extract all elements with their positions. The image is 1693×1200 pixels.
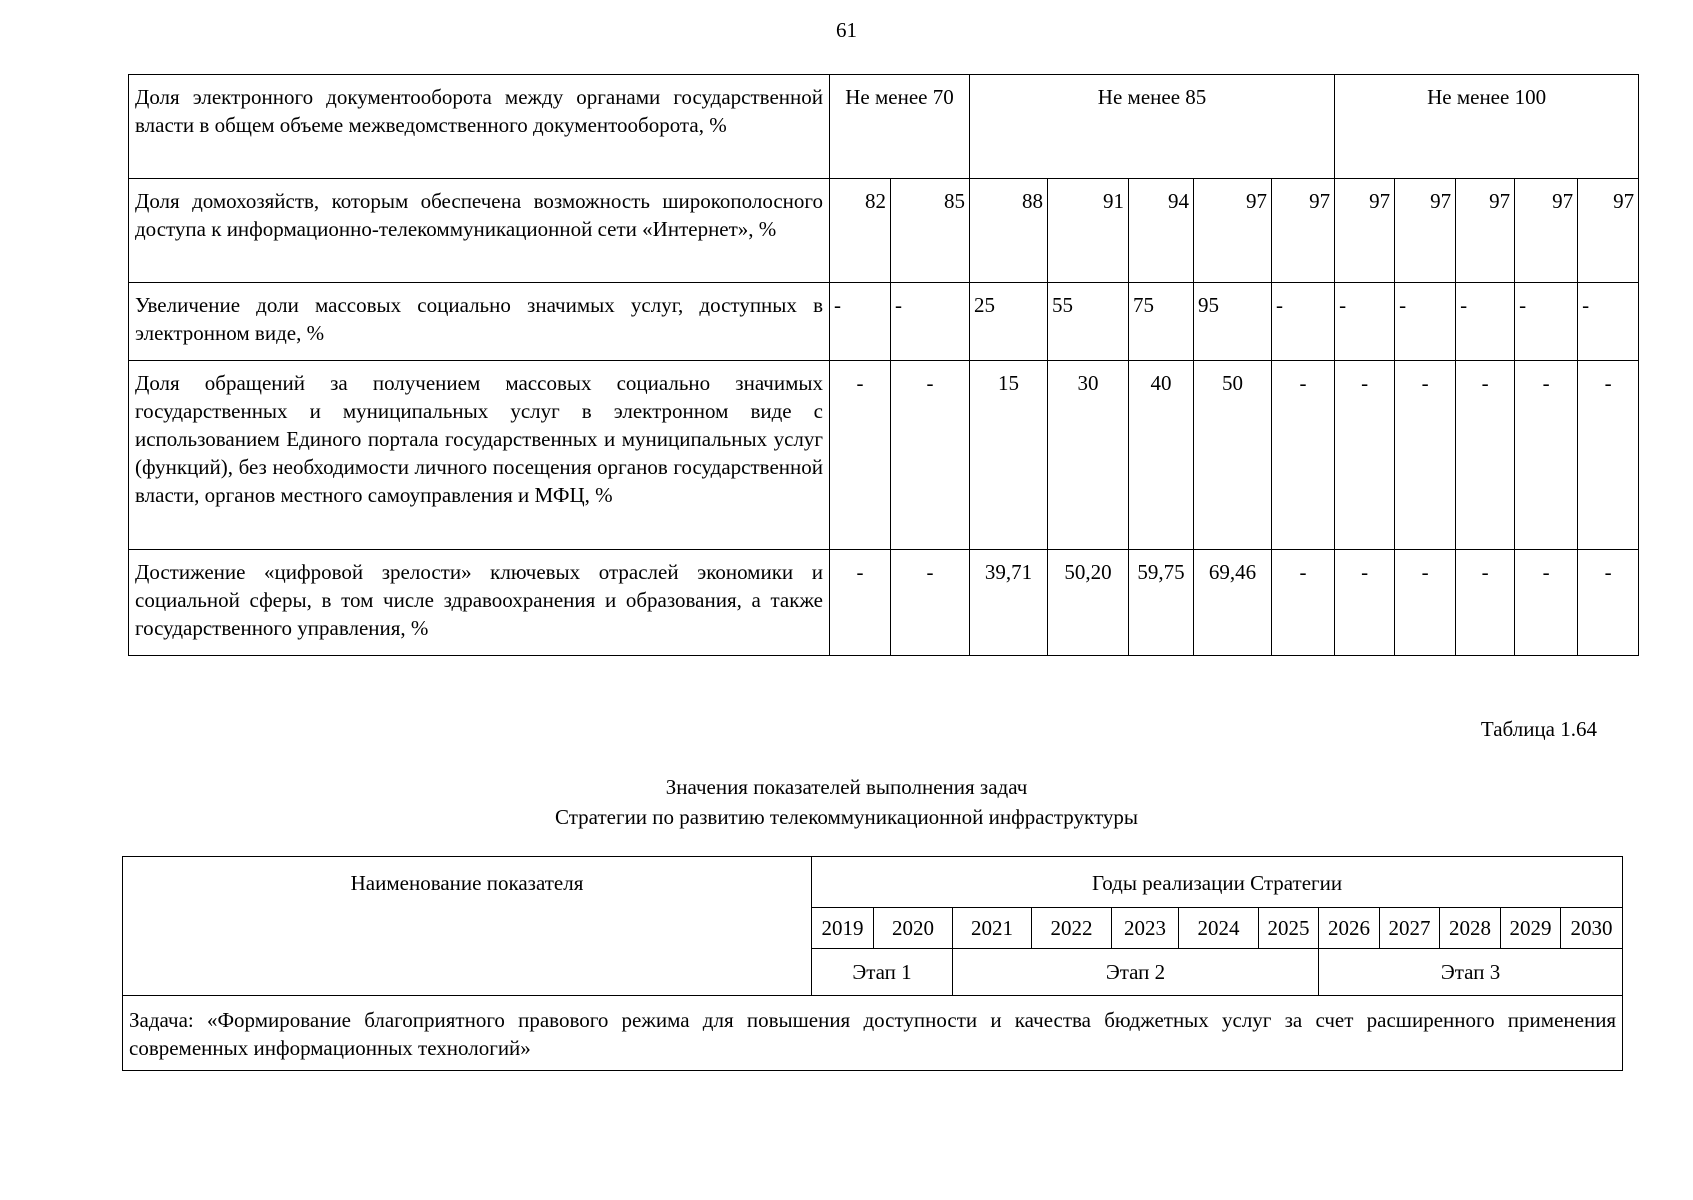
value-cell: 97	[1515, 179, 1578, 283]
value-cell: -	[891, 361, 970, 550]
value-cell: -	[830, 550, 891, 656]
value-cell: 97	[1194, 179, 1272, 283]
indicator-name: Достижение «цифровой зрелости» ключевых отраслей экономики и социальной сферы, в том числе здравоохранения и образования, а также государственного управления, %	[129, 550, 830, 656]
year-cell: 2029	[1501, 908, 1561, 949]
value-cell: -	[891, 283, 970, 361]
value-cell: 97	[1578, 179, 1639, 283]
table-row	[129, 550, 1639, 656]
indicator-name: Увеличение доли массовых социально значимых услуг, доступных в электронном виде, %	[129, 283, 830, 361]
year-cell: 2021	[953, 908, 1032, 949]
year-cell: 2028	[1440, 908, 1501, 949]
stage-2-cell: Этап 2	[953, 949, 1319, 996]
header-row	[123, 857, 1623, 908]
value-cell: -	[1395, 361, 1456, 550]
year-cell: 2030	[1561, 908, 1623, 949]
indicators-table-continued	[128, 74, 1639, 656]
value-cell: -	[830, 283, 891, 361]
table-title-line-1: Значения показателей выполнения задач	[665, 775, 1028, 799]
value-cell: -	[1456, 283, 1515, 361]
value-cell: 15	[970, 361, 1048, 550]
value-cell: -	[1515, 283, 1578, 361]
value-cell: 91	[1048, 179, 1129, 283]
year-cell: 2020	[874, 908, 953, 949]
indicator-name: Доля электронного документооборота между органами государственной власти в общем объеме межведомственного документооборота, %	[129, 75, 830, 179]
value-cell: -	[1395, 283, 1456, 361]
value-cell: 39,71	[970, 550, 1048, 656]
value-cell: 97	[1395, 179, 1456, 283]
value-cell: -	[1515, 550, 1578, 656]
value-cell: -	[1272, 283, 1335, 361]
value-cell: 82	[830, 179, 891, 283]
target-group-stage-3: Не менее 100	[1335, 75, 1639, 179]
value-cell: -	[1272, 361, 1335, 550]
year-cell: 2027	[1380, 908, 1440, 949]
value-cell: 50,20	[1048, 550, 1129, 656]
value-cell: -	[1335, 283, 1395, 361]
value-cell: -	[1335, 550, 1395, 656]
value-cell: 97	[1456, 179, 1515, 283]
target-group-stage-1: Не менее 70	[830, 75, 970, 179]
value-cell: -	[1456, 550, 1515, 656]
value-cell: 75	[1129, 283, 1194, 361]
value-cell: -	[1335, 361, 1395, 550]
year-cell: 2026	[1319, 908, 1380, 949]
value-cell: -	[891, 550, 970, 656]
value-cell: 25	[970, 283, 1048, 361]
year-cell: 2025	[1259, 908, 1319, 949]
year-cell: 2019	[812, 908, 874, 949]
value-cell: 30	[1048, 361, 1129, 550]
table-row	[129, 179, 1639, 283]
value-cell: 55	[1048, 283, 1129, 361]
target-group-stage-2: Не менее 85	[970, 75, 1335, 179]
indicator-name: Доля обращений за получением массовых социально значимых государственных и муниципальных услуг в электронном виде с использованием Единого портала государственных и муниципальных услуг (функций), без необходимости личного посещения органов государственной власти, органов местного самоуправления и МФЦ, %	[129, 361, 830, 550]
value-cell: -	[1515, 361, 1578, 550]
value-cell: 95	[1194, 283, 1272, 361]
column-header-years: Годы реализации Стратегии	[812, 857, 1623, 908]
table-title-line-2: Стратегии по развитию телекоммуникационной инфраструктуры	[555, 805, 1138, 829]
column-header-indicator-name: Наименование показателя	[123, 857, 812, 996]
value-cell: -	[1578, 550, 1639, 656]
value-cell: 40	[1129, 361, 1194, 550]
table-caption: Таблица 1.64	[1480, 717, 1597, 741]
value-cell: -	[1272, 550, 1335, 656]
value-cell: -	[1395, 550, 1456, 656]
task-description: Задача: «Формирование благоприятного правового режима для повышения доступности и качества бюджетных услуг за счет расширенного применения современных информационных технологий»	[123, 996, 1623, 1071]
year-cell: 2024	[1179, 908, 1259, 949]
stage-1-cell: Этап 1	[812, 949, 953, 996]
value-cell: 94	[1129, 179, 1194, 283]
value-cell: -	[1578, 283, 1639, 361]
value-cell: 85	[891, 179, 970, 283]
year-cell: 2023	[1112, 908, 1179, 949]
value-cell: 69,46	[1194, 550, 1272, 656]
value-cell: 97	[1335, 179, 1395, 283]
value-cell: 88	[970, 179, 1048, 283]
value-cell: 59,75	[1129, 550, 1194, 656]
table-row	[129, 283, 1639, 361]
indicator-name: Доля домохозяйств, которым обеспечена возможность широкополосного доступа к информационно-телекоммуникационной сети «Интернет», %	[129, 179, 830, 283]
table-row	[129, 75, 1639, 179]
table-row	[129, 361, 1639, 550]
value-cell: 97	[1272, 179, 1335, 283]
value-cell: -	[1456, 361, 1515, 550]
value-cell: -	[1578, 361, 1639, 550]
indicators-table	[122, 856, 1623, 1071]
task-row	[123, 996, 1623, 1071]
value-cell: 50	[1194, 361, 1272, 550]
stage-3-cell: Этап 3	[1319, 949, 1623, 996]
page-number: 61	[836, 18, 857, 42]
year-cell: 2022	[1032, 908, 1112, 949]
value-cell: -	[830, 361, 891, 550]
